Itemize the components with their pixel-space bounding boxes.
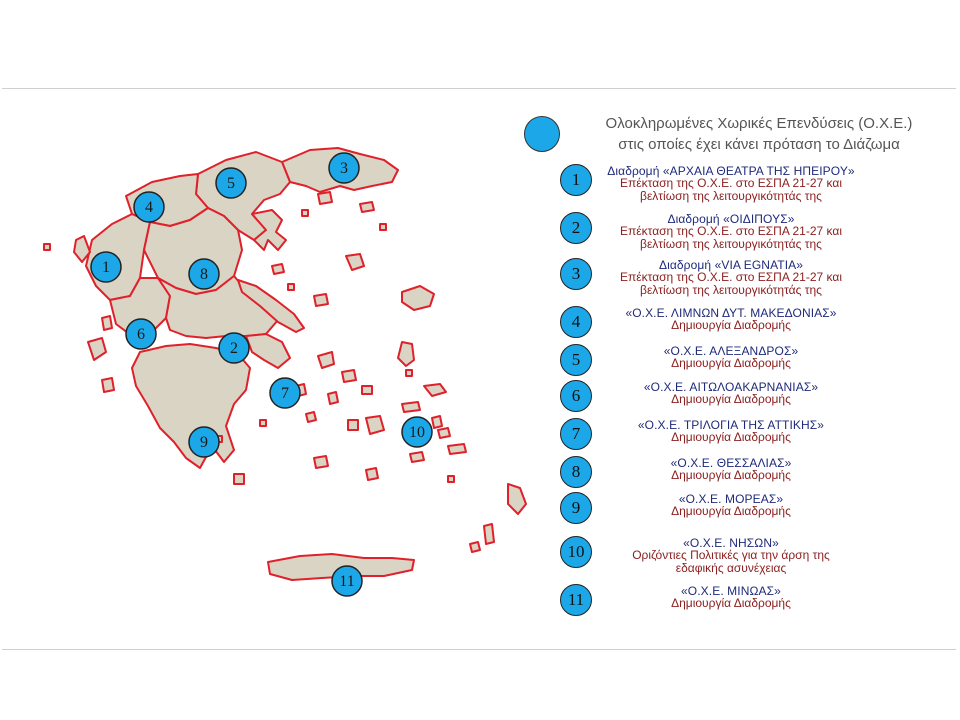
island-small-4 (44, 244, 50, 250)
legend-title-3: Διαδρομή «VIA EGNATIA» (658, 258, 804, 272)
legend-title-11: «Ο.Χ.Ε. ΜΙΝΩΑΣ» (681, 584, 781, 598)
island-small-6 (288, 284, 294, 290)
legend-num-1: 1 (560, 164, 592, 196)
marker-10[interactable] (402, 417, 432, 447)
marker-1-label: 1 (102, 259, 110, 276)
legend-sub-8: Δημιουργία Διαδρομής (671, 468, 791, 482)
legend-sub-1-a: Επέκταση της Ο.Χ.Ε. στο ΕΣΠΑ 21-27 και (620, 176, 842, 190)
island-naxos (366, 416, 384, 434)
legend-num-9: 9 (560, 492, 592, 524)
island-small-7 (406, 370, 412, 376)
legend-num-8: 8 (560, 456, 592, 488)
island-paros (348, 420, 358, 430)
marker-8[interactable] (189, 259, 219, 289)
legend-header-line2: στις οποίες έχει κάνει πρόταση το Διάζωμα (618, 136, 900, 153)
legend-sub-11: Δημιουργία Διαδρομής (671, 596, 791, 610)
island-skyros (314, 294, 328, 306)
island-kos (448, 444, 466, 454)
marker-10-label: 10 (409, 424, 425, 441)
legend-num-10: 10 (560, 536, 592, 568)
marker-2-label: 2 (230, 340, 238, 357)
island-milos (314, 456, 328, 468)
legend-sub-4: Δημιουργία Διαδρομής (671, 318, 791, 332)
legend-title-5: «Ο.Χ.Ε. ΑΛΕΞΑΝΔΡΟΣ» (663, 344, 799, 358)
legend-title-10: «Ο.Χ.Ε. ΝΗΣΩΝ» (683, 536, 779, 550)
marker-6[interactable] (126, 319, 156, 349)
legend-sub-3-b: βελτίωση της λειτουργικότητάς της (640, 283, 822, 297)
legend-sub-1-b: βελτίωση της λειτουργικότητάς της (640, 189, 822, 203)
legend-num-11: 11 (560, 584, 592, 616)
legend-sub-3-a: Επέκταση της Ο.Χ.Ε. στο ΕΣΠΑ 21-27 και (620, 270, 842, 284)
region-attica (246, 334, 290, 368)
marker-1[interactable] (91, 252, 121, 282)
marker-8-label: 8 (200, 266, 208, 283)
marker-2[interactable] (219, 333, 249, 363)
marker-5[interactable] (216, 168, 246, 198)
greece-map (20, 90, 540, 610)
marker-6-label: 6 (137, 326, 145, 343)
legend-sub-10-a: Οριζόντιες Πολιτικές για την άρση της (632, 548, 830, 562)
marker-11[interactable] (332, 566, 362, 596)
legend-sub-9: Δημιουργία Διαδρομής (671, 504, 791, 518)
legend-num-2: 2 (560, 212, 592, 244)
island-lesbos (402, 286, 434, 310)
legend-header-dot (524, 116, 560, 152)
marker-4-label: 4 (145, 199, 153, 216)
island-kefalonia (88, 338, 106, 360)
island-santorini (366, 468, 378, 480)
legend-title-7: «Ο.Χ.Ε. ΤΡΙΛΟΓΙΑ ΤΗΣ ΑΤΤΙΚΗΣ» (637, 418, 825, 432)
island-small-5 (380, 224, 386, 230)
marker-4[interactable] (134, 192, 164, 222)
legend-num-3: 3 (560, 258, 592, 290)
legend-title-9: «Ο.Χ.Ε. ΜΟΡΕΑΣ» (678, 492, 784, 506)
island-karpathos (484, 524, 494, 544)
island-zakynthos (102, 378, 114, 392)
island-tinos (342, 370, 356, 382)
island-leros (432, 416, 442, 428)
marker-11-label: 11 (339, 573, 355, 590)
legend-sub-5: Δημιουργία Διαδρομής (671, 356, 791, 370)
marker-5-label: 5 (227, 175, 235, 192)
legend-sub-6: Δημιουργία Διαδρομής (671, 392, 791, 406)
island-kasos (470, 542, 480, 552)
marker-7-label: 7 (281, 385, 289, 402)
legend-header (524, 112, 934, 162)
island-small-1 (260, 420, 266, 426)
legend-num-5: 5 (560, 344, 592, 376)
legend-num-4: 4 (560, 306, 592, 338)
legend-title-6: «Ο.Χ.Ε. ΑΙΤΩΛΟΑΚΑΡΝΑΝΙΑΣ» (643, 380, 819, 394)
island-syros (328, 392, 338, 404)
legend-sub-2-a: Επέκταση της Ο.Χ.Ε. στο ΕΣΠΑ 21-27 και (620, 224, 842, 238)
island-small-8 (448, 476, 454, 482)
legend-title-1: Διαδρομή «ΑΡΧΑΙΑ ΘΕΑΤΡΑ ΤΗΣ ΗΠΕΙΡΟΥ» (607, 164, 855, 178)
marker-9-label: 9 (200, 434, 208, 451)
legend-sub-7: Δημιουργία Διαδρομής (671, 430, 791, 444)
legend-sub-10-b: εδαφικής ασυνέχειας (675, 561, 787, 575)
legend-title-4: «Ο.Χ.Ε. ΛΙΜΝΩΝ ΔΥΤ. ΜΑΚΕΔΟΝΙΑΣ» (625, 306, 837, 320)
island-kalymnos (438, 428, 450, 438)
island-lefkada (102, 316, 112, 330)
marker-3-label: 3 (340, 160, 348, 177)
island-samos (424, 384, 446, 396)
island-ikaria (402, 402, 420, 412)
marker-3[interactable] (329, 153, 359, 183)
island-lemnos (346, 254, 364, 270)
legend-sub-2-b: βελτίωση της λειτουργικότητάς της (640, 237, 822, 251)
legend-title-2: Διαδρομή «ΟΙΔΙΠΟΥΣ» (667, 212, 795, 226)
island-serifos (306, 412, 316, 422)
marker-9[interactable] (189, 427, 219, 457)
island-andros (318, 352, 334, 368)
legend-title-8: «Ο.Χ.Ε. ΘΕΣΣΑΛΙΑΣ» (670, 456, 792, 470)
island-skiathos (272, 264, 284, 274)
island-chios (398, 342, 414, 366)
marker-7[interactable] (270, 378, 300, 408)
island-samothrace (360, 202, 374, 212)
legend-num-6: 6 (560, 380, 592, 412)
legend-num-7: 7 (560, 418, 592, 450)
island-astypalaia (410, 452, 424, 462)
island-small-3 (302, 210, 308, 216)
island-kythira (234, 474, 244, 484)
island-thasos (318, 192, 332, 204)
island-mykonos (362, 386, 372, 394)
legend-header-line1: Ολοκληρωμένες Χωρικές Επενδύσεις (Ο.Χ.Ε.) (605, 115, 913, 132)
island-rhodes (508, 484, 526, 514)
